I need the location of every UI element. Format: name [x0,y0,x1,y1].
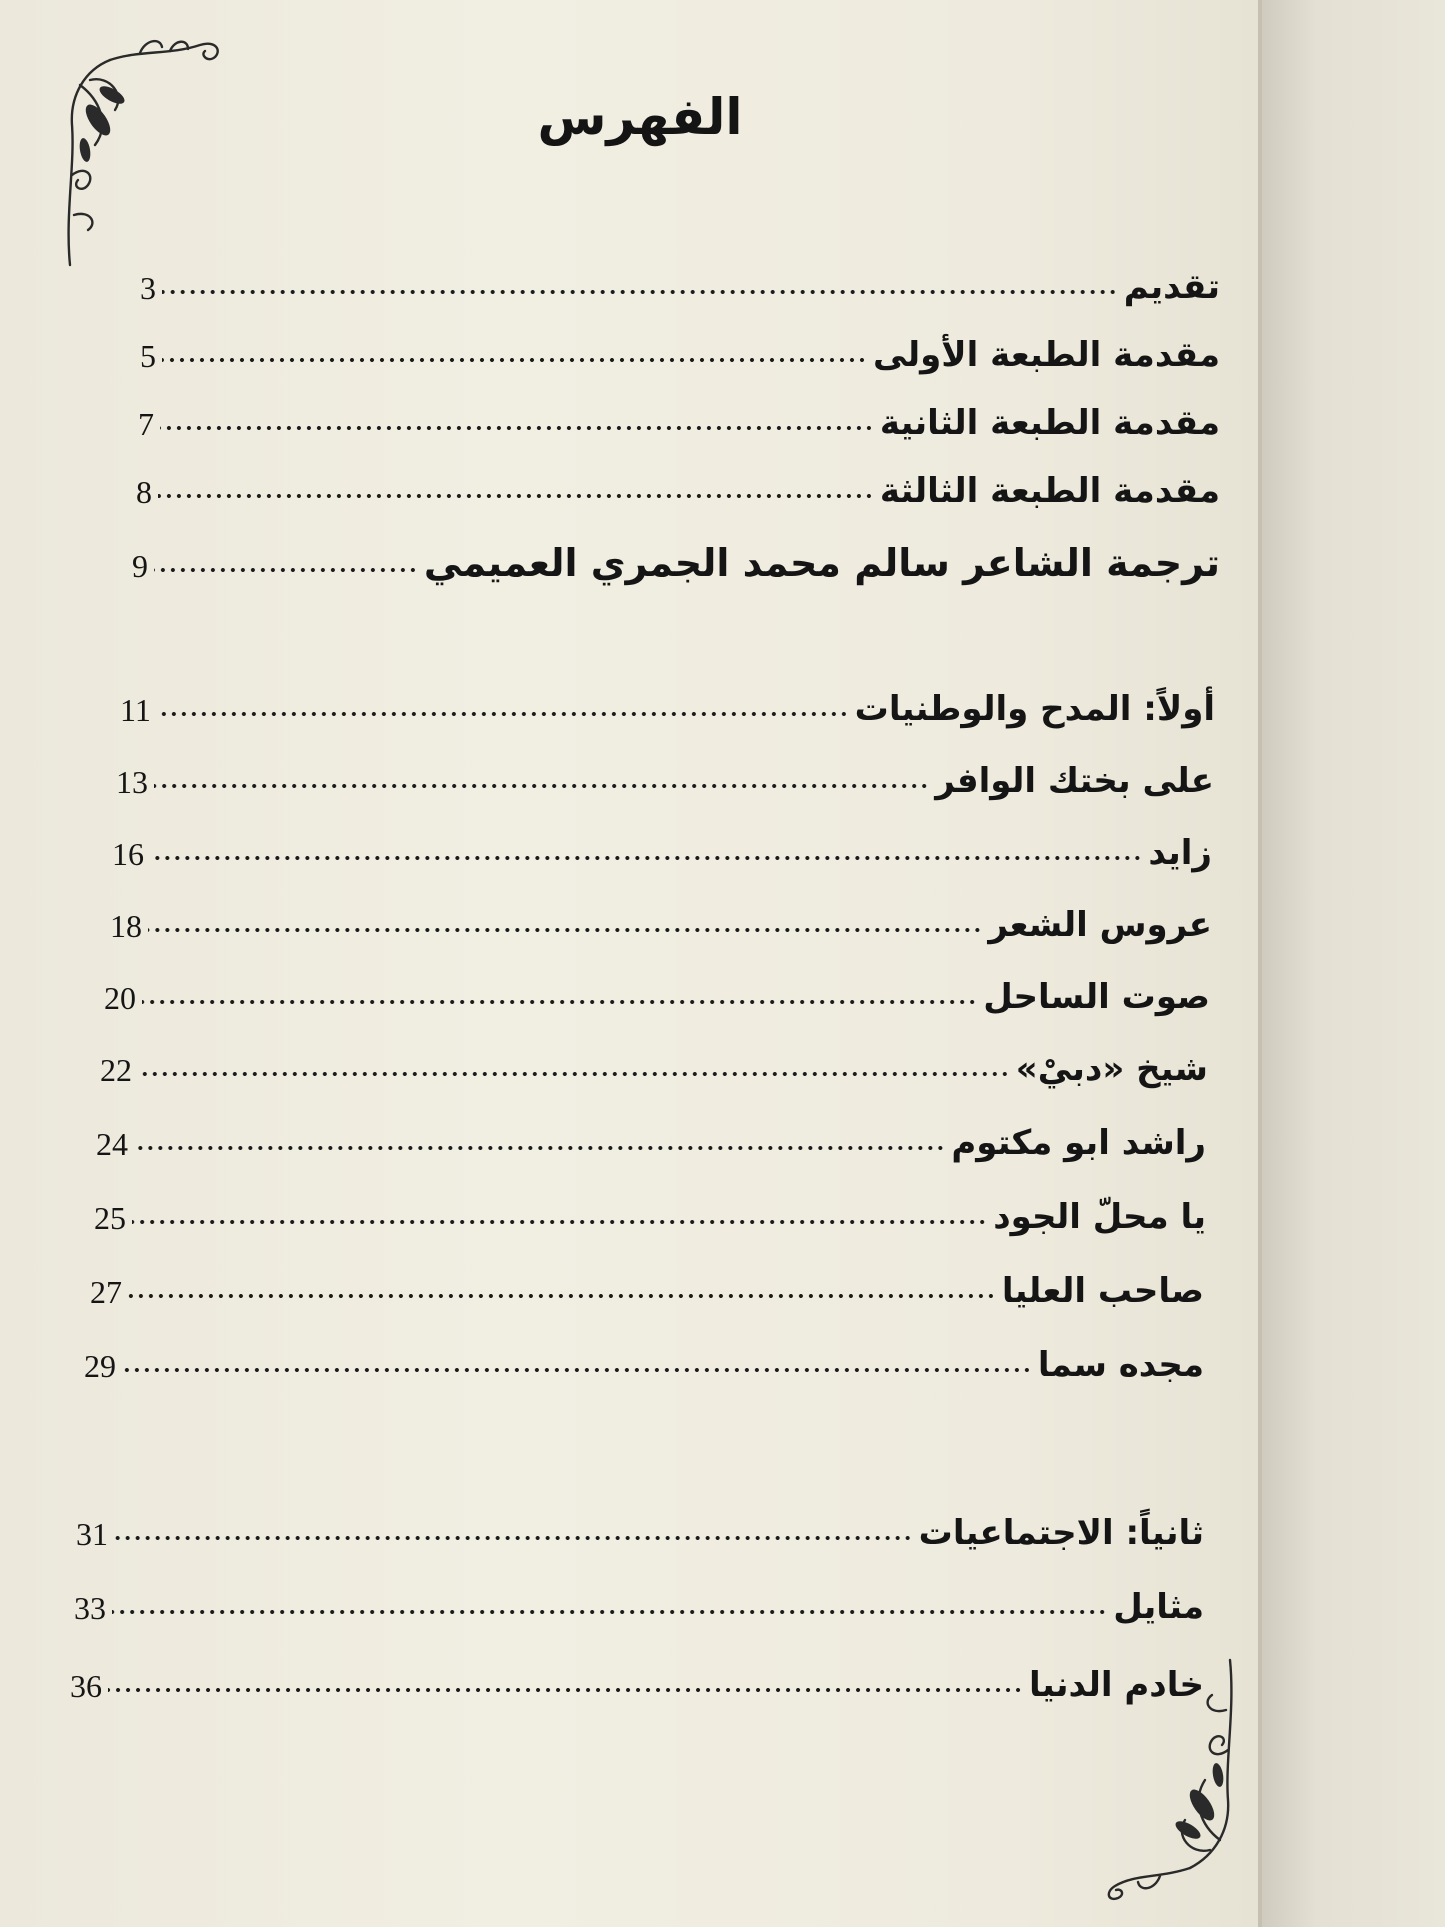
toc-entry [100,1032,1208,1092]
toc-entry [74,1570,1204,1630]
toc-entry [96,1106,1206,1166]
toc-leader-dots [154,782,929,790]
toc-leader-dots [150,854,1142,862]
toc-entry-page: 20 [104,980,136,1016]
toc-entry-title: ترجمة الشاعر سالم محمد الجمري العميمي [423,541,1220,585]
toc-leader-dots [157,710,849,718]
toc-leader-dots [148,926,982,934]
adjacent-page [1262,0,1445,1927]
toc-entry-title: مقدمة الطبعة الثالثة [879,471,1220,511]
toc-leader-dots [114,1534,913,1542]
toc-entry-title: تقديم [1123,267,1220,307]
toc-leader-dots [112,1608,1107,1616]
toc-leader-dots [158,492,874,500]
toc-entry-title: زايد [1148,833,1212,873]
toc-entry [76,1496,1204,1556]
toc-leader-dots [154,566,418,574]
toc-entry-page: 3 [140,270,156,306]
toc-entry [138,386,1220,446]
toc-leader-dots [142,998,977,1006]
toc-leader-dots [108,1686,1023,1694]
toc-entry [140,250,1220,310]
toc-entry-page: 18 [110,908,142,944]
toc-entry [132,528,1220,588]
toc-entry [116,744,1214,804]
toc-entry-page: 31 [76,1516,108,1552]
toc-leader-dots [134,1144,945,1152]
toc-entry-page: 33 [74,1590,106,1626]
toc-entry-page: 11 [120,692,151,728]
toc-entry-title: مقدمة الطبعة الثانية [879,403,1220,443]
toc-entry [120,672,1215,732]
toc-entry-page: 36 [70,1668,102,1704]
toc-entry [110,888,1212,948]
toc-entry [94,1180,1206,1240]
toc-entry-title: صاحب العليا [1001,1271,1204,1311]
toc-leader-dots [162,288,1118,296]
toc-leader-dots [122,1366,1032,1374]
toc-entry-title: صوت الساحل [983,977,1210,1017]
page-title: الفهرس [537,88,743,146]
toc-leader-dots [160,424,874,432]
toc-entry-page: 25 [94,1200,126,1236]
toc-entry-title: عروس الشعر [988,905,1212,945]
toc-entry-page: 24 [96,1126,128,1162]
toc-entry [104,960,1210,1020]
toc-entry-page: 9 [132,548,148,584]
toc-entry-page: 27 [90,1274,122,1310]
toc-entry-title: شيخ «دبيْ» [1015,1049,1208,1089]
toc-entry [70,1648,1204,1708]
toc-entry-title: على بختك الوافر [935,761,1214,801]
toc-leader-dots [128,1292,996,1300]
toc-entry-title: مثايل [1113,1587,1204,1627]
toc-leader-dots [138,1070,1010,1078]
toc-entry-page: 7 [138,406,154,442]
toc-entry-title: ثانياً: الاجتماعيات [918,1513,1204,1553]
toc-entry-page: 16 [112,836,144,872]
toc-entry-page: 5 [140,338,156,374]
toc-entry-title: راشد ابو مكتوم [951,1123,1206,1163]
toc-entry-title: خادم الدنيا [1029,1665,1204,1705]
toc-entry [84,1328,1204,1388]
toc-leader-dots [162,356,867,364]
toc-entry-title: أولاً: المدح والوطنيات [854,689,1215,729]
corner-ornament-top-left-icon [50,25,230,275]
toc-entry [140,318,1220,378]
toc-entry [136,454,1220,514]
toc-entry-page: 29 [84,1348,116,1384]
toc-entry-page: 22 [100,1052,132,1088]
toc-entry-title: يا محلّ الجود [993,1197,1206,1237]
toc-entry-page: 8 [136,474,152,510]
toc-entry [90,1254,1204,1314]
toc-entry-title: مجده سما [1037,1345,1204,1385]
toc-entry-title: مقدمة الطبعة الأولى [872,335,1220,375]
toc-entry-page: 13 [116,764,148,800]
toc-leader-dots [132,1218,987,1226]
toc-entry [112,816,1212,876]
